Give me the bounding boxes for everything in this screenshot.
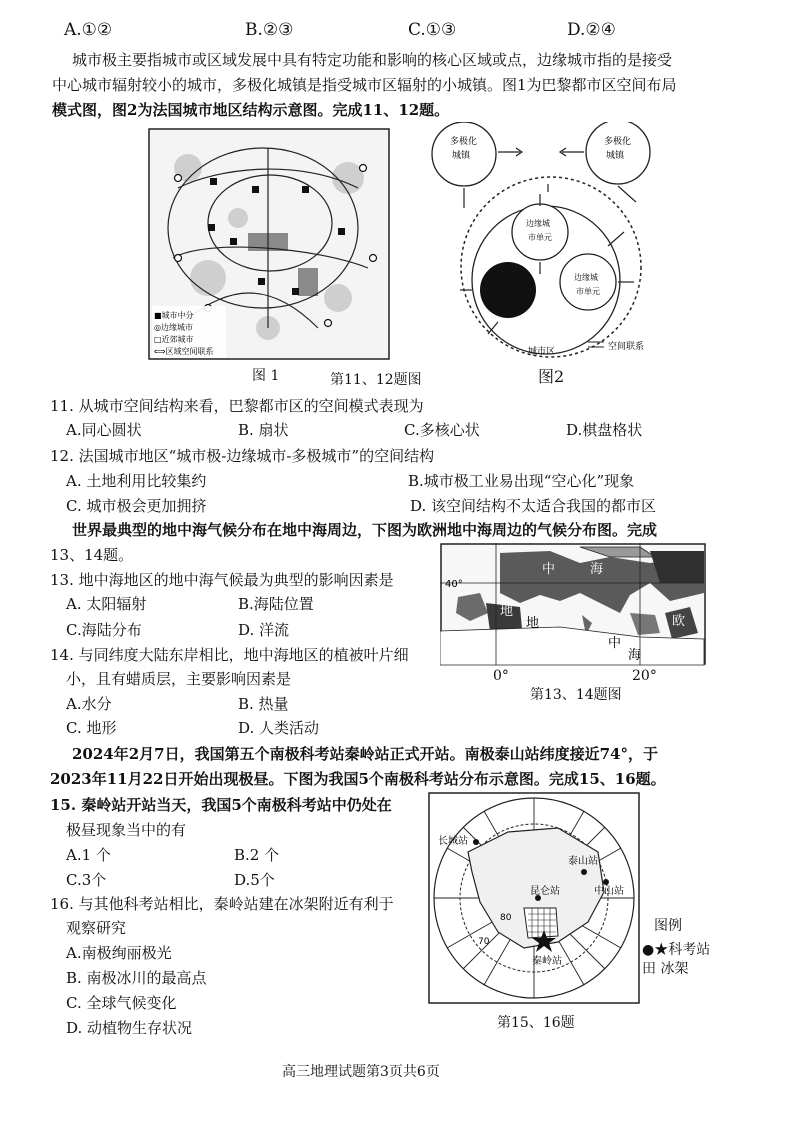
antarctic-caption: 第15、16题 (497, 1015, 575, 1031)
q12-option-b: B.城市极工业易出现“空心化”现象 (408, 472, 635, 490)
q13-option-d: D. 洋流 (238, 621, 290, 639)
qinling-label: 秦岭站 (532, 956, 562, 967)
map-label-di-2: 地 (526, 616, 540, 631)
changcheng-station-dot (473, 839, 479, 845)
taishan-label: 泰山站 (568, 856, 598, 867)
map-lon-0: 0° (493, 668, 509, 684)
antarctic-legend-station: ●★科考站 (642, 942, 711, 958)
q14-option-a: A.水分 (66, 695, 112, 713)
q11-option-d: D.棋盘格状 (566, 421, 643, 439)
option-c: C.①③ (408, 20, 457, 40)
edge-unit-1-label: 边缘城 (526, 219, 550, 228)
antarctic-map-figure (428, 792, 640, 1008)
legend-city-center: ■城市中分 (154, 311, 194, 320)
changcheng-label: 长城站 (438, 836, 468, 847)
q15-option-d: D.5个 (234, 871, 275, 889)
intro2-line1: 世界最典型的地中海气候分布在地中海周边，下图为欧洲地中海周边的气候分布图。完成 (72, 521, 658, 539)
intro1-line3: 模式图，图2为法国城市地区结构示意图。完成11、12题。 (52, 101, 450, 119)
zhongshan-station-dot (603, 879, 609, 885)
q12-option-c: C. 城市极会更加拥挤 (66, 497, 207, 515)
mediterranean-map (440, 543, 706, 667)
map-label-ou: 欧 (672, 614, 686, 629)
q13-option-c: C.海陆分布 (66, 621, 142, 639)
q15-option-b: B.2 个 (234, 846, 280, 864)
option-d: D.②④ (567, 20, 616, 40)
map1314-caption: 第13、14题图 (530, 687, 622, 703)
legend-link: ⟺区域空间联系 (154, 347, 214, 356)
intro2-line2: 13、14题。 (50, 546, 134, 564)
q11-option-c: C.多核心状 (404, 421, 480, 439)
q16-option-c: C. 全球气候变化 (66, 994, 177, 1012)
q16-stem-2: 观察研究 (66, 919, 127, 937)
q16-option-d: D. 动植物生存状况 (66, 1019, 193, 1037)
q16-option-a: A.南极绚丽极光 (66, 944, 172, 962)
q14-option-c: C. 地形 (66, 719, 117, 737)
antarctic-stations-map (428, 792, 640, 1004)
lat-80-label: 80 (500, 913, 512, 923)
edge-unit-1-label-2: 市单元 (528, 233, 552, 242)
q12-option-a: A. 土地利用比较集约 (66, 472, 207, 490)
antarctic-legend-iceshelf: 田 冰架 (642, 961, 689, 977)
map-label-zhong-2: 中 (608, 636, 622, 651)
intro3-line2: 2023年11月22日开始出现极昼。下图为我国5个南极科考站分布示意图。完成15、16题。 (50, 770, 666, 788)
q14-option-d: D. 人类活动 (238, 719, 320, 737)
page-footer: 高三地理试题第3页共6页 (282, 1064, 440, 1080)
q16-option-b: B. 南极冰川的最高点 (66, 969, 207, 987)
q14-option-b: B. 热量 (238, 695, 289, 713)
france-structure-figure (428, 122, 678, 366)
city-pole (480, 262, 536, 318)
map-label-hai-1: 海 (590, 562, 604, 577)
intro1-line2: 中心城市辐射较小的城市，多极化城镇是指受城市区辐射的小城镇。图1为巴黎都市区空间布局 (52, 76, 677, 94)
antarctic-legend-title: 图例 (654, 918, 682, 934)
figure2-caption: 图2 (538, 367, 565, 386)
taishan-station-dot (581, 869, 587, 875)
q14-stem-1: 14. 与同纬度大陆东岸相比，地中海地区的植被叶片细 (50, 646, 409, 664)
q11-stem: 11. 从城市空间结构来看，巴黎都市区的空间模式表现为 (50, 397, 424, 415)
paris-metro-map (148, 128, 390, 360)
figure1-caption: 图 1 (252, 368, 280, 384)
paris-metro-figure (148, 128, 390, 364)
map-label-zhong-1: 中 (542, 562, 556, 577)
q11-option-b: B. 扇状 (238, 421, 289, 439)
q14-stem-2: 小，且有蜡质层，主要影响因素是 (66, 670, 292, 688)
zhongshan-label: 中山站 (594, 886, 624, 897)
edge-unit-2-label-2: 市单元 (576, 287, 600, 296)
france-structure-diagram (428, 122, 678, 362)
q15-stem-1: 15. 秦岭站开站当天，我国5个南极科考站中仍处在 (50, 796, 392, 814)
multi-town-2-label-2: 城镇 (606, 151, 625, 161)
lat-70-label: 70 (478, 937, 490, 947)
map-label-di-1: 地 (500, 604, 514, 619)
kunlun-label: 昆仑站 (530, 886, 560, 897)
mediterranean-map-figure (440, 543, 706, 671)
map-lon-20: 20° (632, 668, 657, 684)
option-b: B.②③ (245, 20, 294, 40)
map-lat-40: 40° (445, 579, 463, 590)
edge-unit-2-label: 边缘城 (574, 273, 598, 282)
q12-option-d: D. 该空间结构不太适合我国的都市区 (410, 497, 657, 515)
map-label-hai-2: 海 (628, 648, 642, 663)
q11-option-a: A.同心圆状 (66, 421, 142, 439)
q13-stem: 13. 地中海地区的地中海气候最为典型的影响因素是 (50, 571, 394, 589)
q13-option-b: B.海陆位置 (238, 595, 314, 613)
legend-suburb: □近郊城市 (154, 335, 194, 344)
q15-option-c: C.3个 (66, 871, 107, 889)
city-region-label: 城市区 (528, 347, 556, 357)
multi-town-1-label: 多极化 (450, 137, 478, 147)
q13-option-a: A. 太阳辐射 (66, 595, 147, 613)
multi-town-2-label: 多极化 (604, 137, 632, 147)
q15-option-a: A.1 个 (66, 846, 111, 864)
intro3-line1: 2024年2月7日，我国第五个南极科考站秦岭站正式开站。南极泰山站纬度接近74°，于 (72, 745, 658, 763)
multi-town-1-label-2: 城镇 (452, 151, 471, 161)
figs-caption-1112: 第11、12题图 (330, 372, 422, 388)
q16-stem-1: 16. 与其他科考站相比，秦岭站建在冰架附近有利于 (50, 895, 394, 913)
option-a: A.①② (64, 20, 113, 40)
spatial-link-label: 空间联系 (608, 342, 645, 352)
q12-stem: 12. 法国城市地区“城市极-边缘城市-多极城市”的空间结构 (50, 447, 435, 465)
q15-stem-2: 极昼现象当中的有 (66, 821, 187, 839)
intro1-line1: 城市极主要指城市或区域发展中具有特定功能和影响的核心区域或点，边缘城市指的是接受 (72, 51, 673, 69)
legend-edge-city: ◎边缘城市 (154, 323, 193, 332)
